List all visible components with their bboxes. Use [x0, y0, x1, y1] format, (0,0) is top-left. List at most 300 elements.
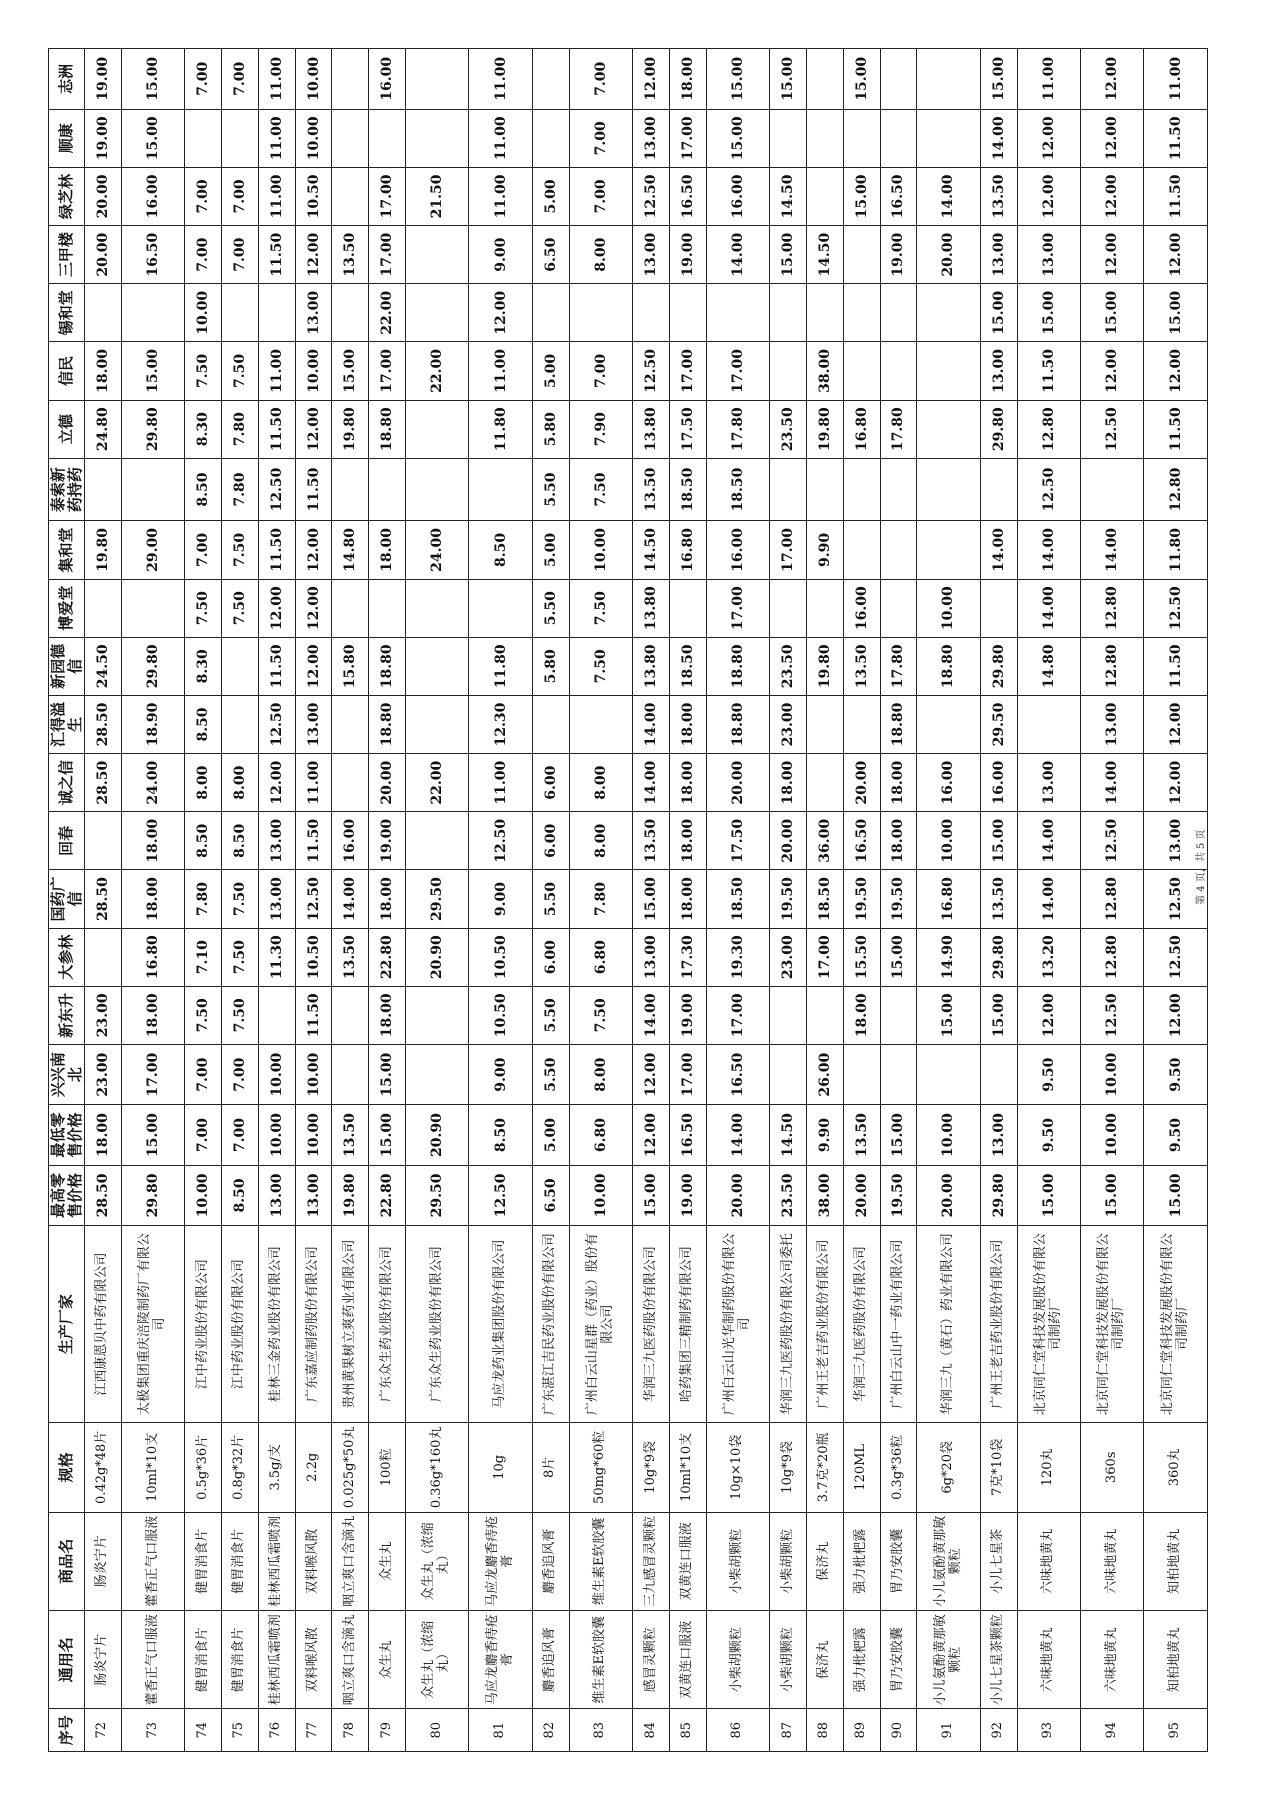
table-cell: 8.00 [569, 812, 632, 870]
table-row [85, 49, 122, 1752]
table-cell: 8片 [532, 1423, 569, 1513]
table-cell: 12.50 [633, 167, 670, 225]
table-cell: 90 [880, 1709, 917, 1752]
table-cell: 小柴胡颗粒 [706, 1611, 769, 1709]
table-cell [669, 284, 706, 342]
table-cell: 19.80 [332, 1165, 369, 1225]
table-cell [806, 986, 843, 1044]
header-cell: 回春 [49, 812, 85, 870]
table-cell: 9.00 [469, 870, 532, 928]
table-cell: 13.00 [1144, 812, 1208, 870]
table-cell: 11.80 [469, 637, 532, 695]
table-cell: 小儿氨酚黄那敏颗粒 [917, 1512, 980, 1610]
header-cell: 信民 [49, 342, 85, 400]
header-cell: 绿芝林 [49, 167, 85, 225]
table-cell: 感冒灵颗粒 [633, 1611, 670, 1709]
table-cell: 14.00 [633, 754, 670, 812]
table-cell: 23.00 [85, 1044, 122, 1104]
table-cell: 76 [258, 1709, 295, 1752]
table-cell: 7.50 [569, 986, 632, 1044]
table-cell: 华润三九（黄石）药业有限公司 [917, 1226, 980, 1423]
table-row [469, 49, 532, 1752]
table-cell: 15.00 [1017, 284, 1080, 342]
table-cell: 16.00 [706, 521, 769, 579]
table-cell: 17.00 [706, 579, 769, 637]
table-cell: 7.00 [222, 49, 259, 110]
table-cell: 13.80 [633, 400, 670, 458]
table-cell [569, 695, 632, 753]
table-cell: 11.00 [469, 754, 532, 812]
table-row [980, 49, 1017, 1752]
header-cell: 立德 [49, 400, 85, 458]
table-cell: 19.00 [669, 1165, 706, 1225]
table-cell: 13.00 [295, 1165, 332, 1225]
table-cell: 14.50 [770, 167, 807, 225]
table-cell: 小柴胡颗粒 [770, 1512, 807, 1610]
table-cell: 肠炎宁片 [85, 1611, 122, 1709]
table-cell: 6.50 [532, 1165, 569, 1225]
table-cell: 10.00 [1080, 1105, 1143, 1165]
table-cell: 13.00 [633, 226, 670, 284]
table-cell: 23.50 [770, 637, 807, 695]
table-cell: 13.00 [258, 870, 295, 928]
table-cell: 18.00 [369, 986, 406, 1044]
table-cell: 12.00 [258, 579, 295, 637]
table-cell [980, 458, 1017, 521]
table-cell: 14.00 [1017, 812, 1080, 870]
table-cell: 六味地黄丸 [1017, 1611, 1080, 1709]
table-cell: 7.50 [185, 342, 222, 400]
table-cell [332, 1044, 369, 1104]
table-cell: 77 [295, 1709, 332, 1752]
table-cell [917, 695, 980, 753]
table-row [880, 49, 917, 1752]
table-cell: 华润三九医药股份有限公司委托 [770, 1226, 807, 1423]
table-cell: 咽立爽口含滴丸 [332, 1611, 369, 1709]
table-cell: 29.80 [980, 1165, 1017, 1225]
table-cell: 13.00 [295, 284, 332, 342]
header-cell: 序号 [49, 1709, 85, 1752]
table-cell [843, 284, 880, 342]
table-cell: 12.50 [1080, 986, 1143, 1044]
header-cell: 志洲 [49, 49, 85, 110]
table-cell [806, 49, 843, 110]
table-cell: 8.30 [185, 637, 222, 695]
table-cell [843, 458, 880, 521]
table-row [917, 49, 980, 1752]
table-cell: 10.00 [295, 49, 332, 110]
table-cell: 广东众生药业股份有限公司 [406, 1226, 469, 1423]
table-cell: 18.00 [843, 986, 880, 1044]
table-cell: 19.80 [806, 400, 843, 458]
table-cell: 8.00 [185, 754, 222, 812]
table-cell: 10.00 [1080, 1044, 1143, 1104]
table-cell: 16.50 [121, 226, 184, 284]
table-cell: 14.90 [917, 928, 980, 986]
table-cell: 13.50 [332, 1105, 369, 1165]
table-cell: 3.5g/支 [258, 1423, 295, 1513]
table-cell: 6.00 [532, 754, 569, 812]
table-cell: 15.00 [980, 812, 1017, 870]
header-cell: 诚之信 [49, 754, 85, 812]
table-cell: 23.50 [770, 400, 807, 458]
table-cell: 桂林三金药业股份有限公司 [258, 1226, 295, 1423]
table-cell: 知柏地黄丸 [1144, 1611, 1208, 1709]
table-cell [917, 284, 980, 342]
table-cell: 15.00 [121, 109, 184, 167]
table-cell [806, 167, 843, 225]
table-cell [121, 579, 184, 637]
table-cell: 小儿七星茶 [980, 1512, 1017, 1610]
table-cell: 小儿氨酚黄那敏颗粒 [917, 1611, 980, 1709]
table-row [369, 49, 406, 1752]
table-cell: 12.50 [469, 812, 532, 870]
table-cell: 5.00 [532, 342, 569, 400]
table-cell: 24.00 [406, 521, 469, 579]
header-cell: 生产厂家 [49, 1226, 85, 1423]
table-cell [369, 458, 406, 521]
table-cell: 20.00 [706, 754, 769, 812]
table-cell: 5.00 [532, 521, 569, 579]
table-cell: 18.00 [669, 695, 706, 753]
table-cell: 20.90 [406, 1105, 469, 1165]
table-cell: 20.00 [85, 226, 122, 284]
table-cell: 15.00 [880, 928, 917, 986]
table-cell [406, 1044, 469, 1104]
table-cell [880, 521, 917, 579]
table-cell: 11.50 [295, 458, 332, 521]
table-cell: 双料喉风散 [295, 1512, 332, 1610]
table-cell: 12.00 [258, 754, 295, 812]
table-cell: 11.50 [295, 986, 332, 1044]
table-cell: 18.00 [85, 342, 122, 400]
table-cell: 12.80 [1017, 400, 1080, 458]
table-cell: 20.00 [85, 167, 122, 225]
table-cell: 藿香正气口服液 [121, 1512, 184, 1610]
table-cell: 健胃消食片 [222, 1611, 259, 1709]
table-cell: 7.90 [569, 400, 632, 458]
table-cell: 17.00 [669, 1044, 706, 1104]
table-cell: 10g*9袋 [633, 1423, 670, 1513]
table-cell: 10.00 [917, 579, 980, 637]
table-row [532, 49, 569, 1752]
table-cell: 8.00 [569, 1044, 632, 1104]
table-cell: 17.30 [669, 928, 706, 986]
table-cell: 六味地黄丸 [1017, 1512, 1080, 1610]
table-row [669, 49, 706, 1752]
table-cell: 19.00 [369, 812, 406, 870]
table-cell: 14.80 [332, 521, 369, 579]
table-cell: 7.80 [569, 870, 632, 928]
table-cell: 24.80 [85, 400, 122, 458]
table-cell: 16.00 [332, 812, 369, 870]
table-cell: 双料喉风散 [295, 1611, 332, 1709]
table-cell: 20.00 [706, 1165, 769, 1225]
table-cell [917, 109, 980, 167]
table-cell [843, 521, 880, 579]
table-cell: 11.50 [1144, 167, 1208, 225]
table-cell: 健胃消食片 [185, 1512, 222, 1610]
table-cell: 20.90 [406, 928, 469, 986]
table-cell: 17.00 [121, 1044, 184, 1104]
table-cell: 广州白云山光华制药股份有限公司 [706, 1226, 769, 1423]
table-cell: 14.00 [1080, 754, 1143, 812]
table-cell: 广东众生药业股份有限公司 [369, 1226, 406, 1423]
table-cell: 16.00 [706, 167, 769, 225]
table-cell: 20.00 [917, 1165, 980, 1225]
table-cell: 14.00 [706, 1105, 769, 1165]
table-cell: 12.00 [1080, 49, 1143, 110]
table-cell: 11.00 [469, 109, 532, 167]
table-cell [332, 49, 369, 110]
table-cell: 7.50 [569, 458, 632, 521]
table-cell [706, 284, 769, 342]
table-cell: 12.00 [1080, 167, 1143, 225]
table-cell [880, 49, 917, 110]
table-cell: 马应龙麝香痔疮膏 [469, 1611, 532, 1709]
header-cell: 集和堂 [49, 521, 85, 579]
table-cell: 360s [1080, 1423, 1143, 1513]
table-cell: 14.50 [770, 1105, 807, 1165]
table-cell: 18.80 [369, 695, 406, 753]
table-cell: 13.00 [258, 812, 295, 870]
table-cell: 8.00 [569, 754, 632, 812]
table-cell: 38.00 [806, 342, 843, 400]
table-cell: 29.80 [121, 1165, 184, 1225]
table-cell: 15.00 [121, 49, 184, 110]
table-cell: 10.00 [917, 1105, 980, 1165]
table-cell: 15.00 [121, 342, 184, 400]
table-cell [222, 284, 259, 342]
table-cell: 8.50 [222, 812, 259, 870]
table-cell [406, 109, 469, 167]
table-row [1017, 49, 1080, 1752]
table-cell: 16.80 [843, 400, 880, 458]
table-cell: 7.00 [569, 109, 632, 167]
table-cell [806, 458, 843, 521]
table-cell: 15.00 [1080, 284, 1143, 342]
table-cell: 19.50 [880, 1165, 917, 1225]
table-cell: 双黄连口服液 [669, 1512, 706, 1610]
table-cell: 12.00 [1017, 109, 1080, 167]
table-cell: 11.50 [1144, 400, 1208, 458]
table-cell: 小儿七星茶颗粒 [980, 1611, 1017, 1709]
table-cell: 21.50 [406, 167, 469, 225]
table-cell: 9.90 [806, 1105, 843, 1165]
table-cell: 13.50 [633, 458, 670, 521]
table-cell: 18.80 [369, 637, 406, 695]
table-cell: 13.80 [633, 637, 670, 695]
table-cell: 26.00 [806, 1044, 843, 1104]
table-cell: 22.00 [369, 284, 406, 342]
table-cell: 0.42g*48片 [85, 1423, 122, 1513]
table-cell: 8.50 [469, 521, 532, 579]
table-cell: 17.80 [880, 400, 917, 458]
table-cell: 12.80 [1080, 637, 1143, 695]
table-cell: 22.00 [406, 754, 469, 812]
table-row [295, 49, 332, 1752]
table-cell: 6.80 [569, 928, 632, 986]
table-cell: 18.80 [706, 695, 769, 753]
table-cell: 13.50 [843, 1105, 880, 1165]
table-cell: 18.50 [706, 458, 769, 521]
table-cell: 5.50 [532, 870, 569, 928]
table-cell: 12.50 [258, 458, 295, 521]
table-row [1080, 49, 1143, 1752]
table-cell: 10.00 [185, 1165, 222, 1225]
table-cell: 12.00 [295, 579, 332, 637]
table-cell: 广州白云山星群（药业）股份有限公司 [569, 1226, 632, 1423]
table-cell: 小柴胡颗粒 [706, 1512, 769, 1610]
table-cell: 20.00 [770, 812, 807, 870]
table-cell: 12.50 [258, 695, 295, 753]
table-cell: 18.00 [369, 870, 406, 928]
table-cell: 120丸 [1017, 1423, 1080, 1513]
table-cell: 12.80 [1080, 579, 1143, 637]
table-cell: 16.50 [706, 1044, 769, 1104]
table-cell: 北京同仁堂科技发展股份有限公司制药厂 [1144, 1226, 1208, 1423]
table-cell: 7.00 [185, 521, 222, 579]
table-cell [569, 284, 632, 342]
table-cell: 11.00 [258, 167, 295, 225]
table-cell: 北京同仁堂科技发展股份有限公司制药厂 [1017, 1226, 1080, 1423]
table-cell: 10.50 [469, 928, 532, 986]
table-cell [85, 812, 122, 870]
table-cell [258, 284, 295, 342]
table-cell: 9.90 [806, 521, 843, 579]
header-cell: 大参林 [49, 928, 85, 986]
table-cell: 14.00 [980, 521, 1017, 579]
header-cell: 新园德信 [49, 637, 85, 695]
table-cell: 16.00 [369, 49, 406, 110]
table-cell: 29.50 [406, 1165, 469, 1225]
table-cell: 12.00 [469, 284, 532, 342]
table-cell: 14.50 [633, 521, 670, 579]
table-cell: 19.80 [332, 400, 369, 458]
table-cell [1080, 458, 1143, 521]
price-table [48, 48, 1208, 1752]
table-cell: 马应龙药业集团股份有限公司 [469, 1226, 532, 1423]
table-cell: 7.00 [185, 49, 222, 110]
table-cell [843, 342, 880, 400]
table-cell: 六味地黄丸 [1080, 1512, 1143, 1610]
table-row [843, 49, 880, 1752]
table-cell: 18.00 [669, 754, 706, 812]
table-cell: 7.00 [185, 226, 222, 284]
table-cell: 咽立爽口含滴丸 [332, 1512, 369, 1610]
table-cell: 20.00 [917, 226, 980, 284]
table-cell: 24.00 [121, 754, 184, 812]
table-cell: 29.80 [121, 400, 184, 458]
table-cell: 29.80 [980, 637, 1017, 695]
table-cell: 12.50 [1144, 928, 1208, 986]
table-cell: 7.50 [222, 928, 259, 986]
table-cell: 0.36g*160丸 [406, 1423, 469, 1513]
table-cell [770, 579, 807, 637]
table-cell: 5.00 [532, 167, 569, 225]
table-cell: 江中药业股份有限公司 [222, 1226, 259, 1423]
table-cell: 0.025g*50丸 [332, 1423, 369, 1513]
table-cell: 6.00 [532, 812, 569, 870]
table-cell: 18.00 [880, 754, 917, 812]
table-cell [532, 109, 569, 167]
table-cell: 86 [706, 1709, 769, 1752]
table-cell: 广州白云山中一药业有限公司 [880, 1226, 917, 1423]
table-cell: 0.5g*36片 [185, 1423, 222, 1513]
table-cell: 知柏地黄丸 [1144, 1512, 1208, 1610]
table-cell: 12.00 [1080, 226, 1143, 284]
table-cell: 19.50 [880, 870, 917, 928]
table-cell [332, 458, 369, 521]
table-cell: 18.80 [369, 400, 406, 458]
header-cell: 顺康 [49, 109, 85, 167]
table-cell: 15.00 [980, 49, 1017, 110]
header-cell: 三甲楼 [49, 226, 85, 284]
table-cell: 8.00 [222, 754, 259, 812]
table-cell: 17.00 [806, 928, 843, 986]
table-cell: 8.50 [222, 1165, 259, 1225]
header-cell: 锡和堂 [49, 284, 85, 342]
table-cell [85, 284, 122, 342]
table-cell: 12.00 [295, 637, 332, 695]
table-cell: 13.50 [843, 637, 880, 695]
table-cell [406, 579, 469, 637]
table-cell: 13.50 [980, 167, 1017, 225]
table-cell [406, 637, 469, 695]
table-cell [332, 284, 369, 342]
table-cell: 14.00 [633, 695, 670, 753]
table-cell: 10g [469, 1423, 532, 1513]
table-cell: 95 [1144, 1709, 1208, 1752]
table-cell: 17.00 [770, 521, 807, 579]
table-cell: 13.00 [633, 109, 670, 167]
table-cell: 18.00 [369, 521, 406, 579]
table-cell [222, 637, 259, 695]
table-cell: 14.80 [1017, 637, 1080, 695]
table-cell: 8.50 [185, 695, 222, 753]
table-cell [917, 458, 980, 521]
table-cell: 北京同仁堂科技发展股份有限公司制药厂 [1080, 1226, 1143, 1423]
table-cell: 16.00 [980, 754, 1017, 812]
table-cell: 23.00 [770, 695, 807, 753]
table-cell: 8.50 [469, 1105, 532, 1165]
table-cell: 16.50 [880, 167, 917, 225]
table-cell: 5.50 [532, 458, 569, 521]
table-cell: 18.00 [669, 49, 706, 110]
table-cell: 藿香正气口服液 [121, 1611, 184, 1709]
table-cell: 18.00 [121, 870, 184, 928]
table-cell: 12.00 [1017, 986, 1080, 1044]
table-cell: 22.80 [369, 1165, 406, 1225]
table-cell: 10.00 [185, 284, 222, 342]
table-row [806, 49, 843, 1752]
table-cell: 10.00 [569, 521, 632, 579]
table-cell [880, 458, 917, 521]
table-cell: 7.10 [185, 928, 222, 986]
table-cell: 7.50 [222, 521, 259, 579]
table-cell [843, 1044, 880, 1104]
table-cell [880, 342, 917, 400]
table-cell: 12.80 [1080, 928, 1143, 986]
table-cell: 82 [532, 1709, 569, 1752]
table-cell: 74 [185, 1709, 222, 1752]
table-cell: 8.30 [185, 400, 222, 458]
table-cell: 29.00 [121, 521, 184, 579]
table-cell: 18.80 [706, 637, 769, 695]
table-cell: 胃乃安胶囊 [880, 1512, 917, 1610]
header-cell: 博爱堂 [49, 579, 85, 637]
table-cell: 12.00 [1144, 986, 1208, 1044]
